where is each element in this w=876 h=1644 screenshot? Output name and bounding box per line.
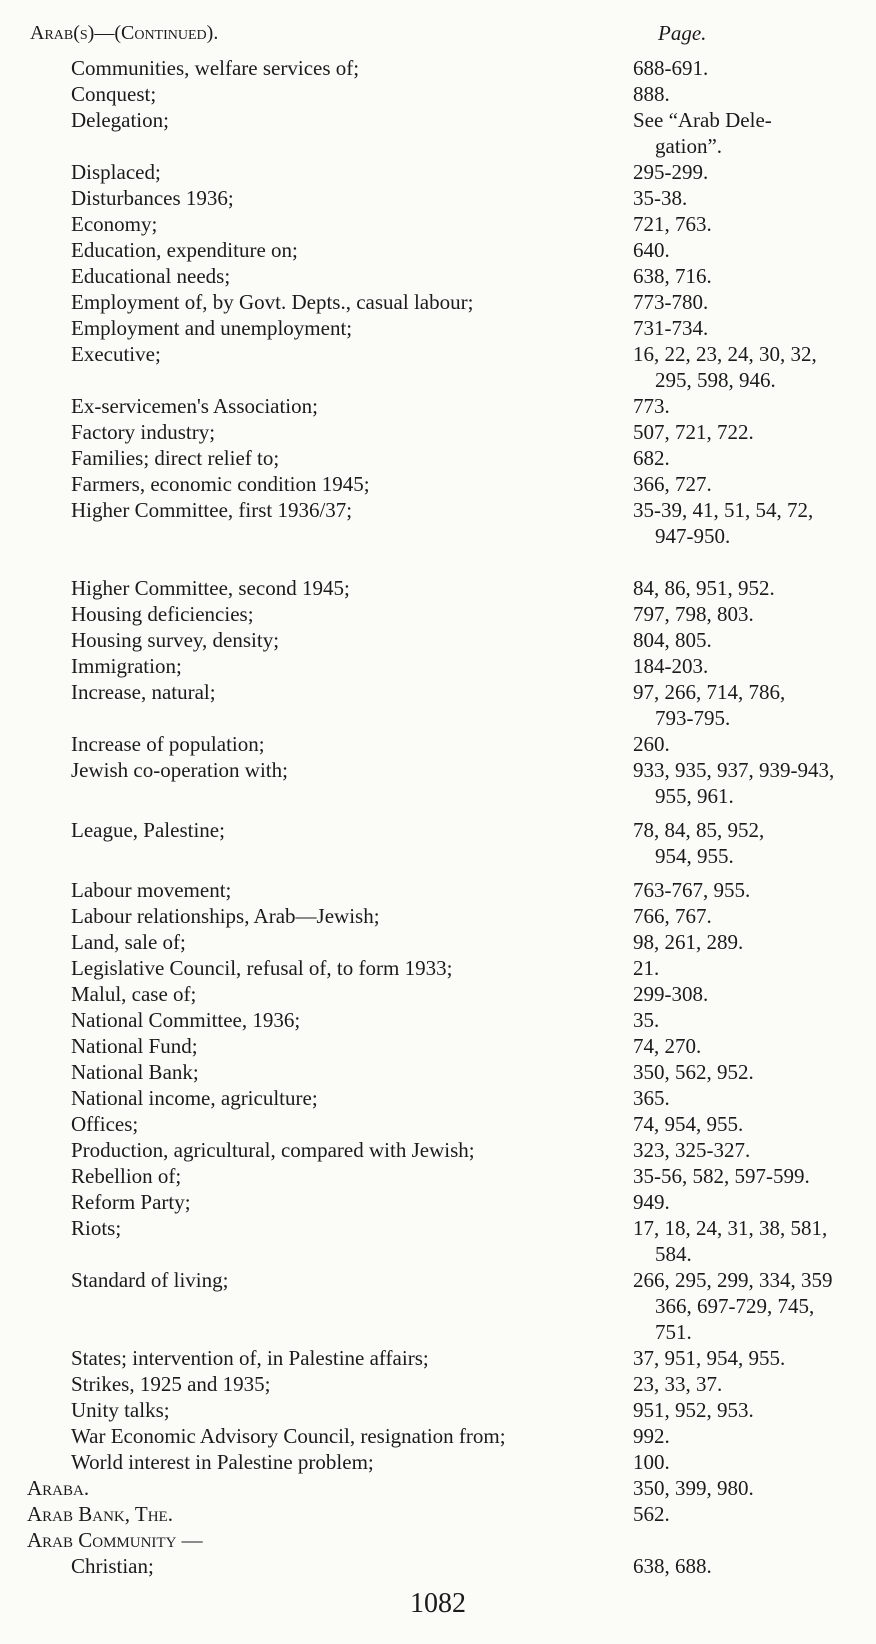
entry-term: Disturbances 1936; xyxy=(71,186,234,210)
entry-page-refs: See “Arab Dele- xyxy=(633,108,772,132)
index-line xyxy=(0,237,876,263)
index-line xyxy=(0,1475,876,1501)
page-refs-cell xyxy=(633,445,670,471)
page-refs-cell xyxy=(633,107,772,133)
page-refs-cell xyxy=(633,1475,754,1501)
entry-page-refs: 638, 688. xyxy=(633,1554,712,1578)
entry-page-refs: 365. xyxy=(633,1086,670,1110)
entry-page-refs: 74, 270. xyxy=(633,1034,702,1058)
index-subentry xyxy=(0,1059,876,1085)
page-refs-cell xyxy=(633,843,734,869)
index-line xyxy=(0,1527,876,1553)
page-refs-cell xyxy=(633,575,775,601)
entry-page-refs: 951, 952, 953. xyxy=(633,1398,754,1422)
index-line xyxy=(0,627,876,653)
entry-term: Arab Community — xyxy=(27,1528,203,1552)
index-subentry xyxy=(0,903,876,929)
entry-page-refs: 766, 767. xyxy=(633,904,712,928)
page-refs-cell xyxy=(633,679,785,705)
page-refs-cell xyxy=(633,1371,722,1397)
index-line xyxy=(0,393,876,419)
index-subentry xyxy=(0,315,876,341)
entry-page-refs: 21. xyxy=(633,956,660,980)
entry-term: Standard of living; xyxy=(71,1268,229,1292)
entry-term: Displaced; xyxy=(71,160,161,184)
entry-term: Arab Bank, The. xyxy=(27,1502,173,1526)
index-line xyxy=(0,601,876,627)
index-line xyxy=(0,653,876,679)
page-refs-cell xyxy=(633,653,708,679)
entry-term: Economy; xyxy=(71,212,158,236)
index-subentry xyxy=(0,757,876,809)
index-line xyxy=(0,731,876,757)
page-refs-cell xyxy=(633,1267,833,1293)
entry-page-refs: 955, 961. xyxy=(655,784,734,808)
page-refs-cell xyxy=(633,133,722,159)
index-line xyxy=(0,341,876,367)
index-subentry xyxy=(0,1137,876,1163)
entry-term: Legislative Council, refusal of, to form 1933; xyxy=(71,956,453,980)
entry-page-refs: 584. xyxy=(655,1242,692,1266)
entry-term: National Committee, 1936; xyxy=(71,1008,301,1032)
entry-term: Factory industry; xyxy=(71,420,216,444)
entry-term: Araba. xyxy=(27,1476,90,1500)
index-subentry xyxy=(0,1033,876,1059)
entry-term: Delegation; xyxy=(71,108,169,132)
index-page xyxy=(0,20,876,1579)
index-line xyxy=(0,783,876,809)
page-refs-cell xyxy=(633,523,730,549)
entry-term: Conquest; xyxy=(71,82,157,106)
index-line xyxy=(0,903,876,929)
entry-term: Housing deficiencies; xyxy=(71,602,254,626)
entry-page-refs: 295, 598, 946. xyxy=(655,368,776,392)
entry-page-refs: 688-691. xyxy=(633,56,709,80)
index-main-entry xyxy=(0,1527,876,1553)
index-subentry xyxy=(0,955,876,981)
entry-term: Increase of population; xyxy=(71,732,265,756)
index-subentry xyxy=(0,211,876,237)
index-line xyxy=(0,1553,876,1579)
entry-page-refs: gation”. xyxy=(655,134,723,158)
index-entries xyxy=(0,55,876,1579)
index-subentry xyxy=(0,653,876,679)
entry-page-refs: 682. xyxy=(633,446,670,470)
entry-page-refs: 366, 697-729, 745, xyxy=(655,1294,815,1318)
entry-term: Farmers, economic condition 1945; xyxy=(71,472,370,496)
page-refs-cell xyxy=(633,601,754,627)
page-refs-cell xyxy=(633,1215,827,1241)
entry-page-refs: 751. xyxy=(655,1320,692,1344)
index-subentry xyxy=(0,679,876,731)
index-line xyxy=(0,1059,876,1085)
entry-term: Reform Party; xyxy=(71,1190,191,1214)
page-refs-cell xyxy=(633,341,817,367)
entry-term: States; intervention of, in Palestine affairs; xyxy=(71,1346,429,1370)
entry-term: Employment and unemployment; xyxy=(71,316,353,340)
page-refs-cell xyxy=(633,1345,785,1371)
page-refs-cell xyxy=(633,1189,670,1215)
entry-page-refs: 184-203. xyxy=(633,654,709,678)
entry-term: Education, expenditure on; xyxy=(71,238,298,262)
entry-term: Increase, natural; xyxy=(71,680,216,704)
index-line xyxy=(0,185,876,211)
index-subentry xyxy=(0,159,876,185)
entry-page-refs: 350, 399, 980. xyxy=(633,1476,754,1500)
index-subentry xyxy=(0,627,876,653)
index-line xyxy=(0,263,876,289)
entry-term: Riots; xyxy=(71,1216,122,1240)
index-line xyxy=(0,159,876,185)
index-subentry xyxy=(0,1553,876,1579)
index-subentry xyxy=(0,1163,876,1189)
index-subentry xyxy=(0,107,876,159)
index-line xyxy=(0,1111,876,1137)
page-refs-cell xyxy=(633,1059,754,1085)
entry-page-refs: 23, 33, 37. xyxy=(633,1372,723,1396)
index-subentry xyxy=(0,445,876,471)
page-refs-cell xyxy=(633,955,659,981)
index-line xyxy=(0,81,876,107)
index-subentry xyxy=(0,1371,876,1397)
page-refs-cell xyxy=(633,1111,743,1137)
entry-page-refs: 888. xyxy=(633,82,670,106)
index-line xyxy=(0,1189,876,1215)
index-subentry xyxy=(0,81,876,107)
heading-arabs-continued: Arab(s)—(Continued). xyxy=(30,22,219,44)
entry-term: Immigration; xyxy=(71,654,182,678)
page-number: 1082 xyxy=(410,1588,466,1619)
index-subentry xyxy=(0,419,876,445)
index-line xyxy=(0,55,876,81)
page-refs-cell xyxy=(633,1163,810,1189)
index-subentry xyxy=(0,1007,876,1033)
entry-page-refs: 507, 721, 722. xyxy=(633,420,754,444)
page-refs-cell xyxy=(633,159,708,185)
entry-page-refs: 35-39, 41, 51, 54, 72, xyxy=(633,498,814,522)
entry-page-refs: 35-56, 582, 597-599. xyxy=(633,1164,810,1188)
index-subentry xyxy=(0,237,876,263)
index-line xyxy=(0,1319,876,1345)
page-refs-cell xyxy=(633,757,834,783)
index-line xyxy=(0,1137,876,1163)
index-subentry xyxy=(0,289,876,315)
index-line xyxy=(0,1215,876,1241)
index-subentry xyxy=(0,929,876,955)
page-refs-cell xyxy=(633,1293,814,1319)
entry-page-refs: 793-795. xyxy=(655,706,731,730)
index-line xyxy=(0,1085,876,1111)
entry-page-refs: 366, 727. xyxy=(633,472,712,496)
entry-page-refs: 16, 22, 23, 24, 30, 32, xyxy=(633,342,817,366)
page-refs-cell xyxy=(633,471,712,497)
index-main-entry xyxy=(0,1475,876,1501)
index-subentry xyxy=(0,471,876,497)
entry-page-refs: 949. xyxy=(633,1190,670,1214)
index-line xyxy=(0,419,876,445)
index-header xyxy=(0,20,876,46)
page-refs-cell xyxy=(633,289,708,315)
entry-term: Labour movement; xyxy=(71,878,232,902)
index-main-entry xyxy=(0,1501,876,1527)
page-refs-cell xyxy=(633,1007,659,1033)
entry-page-refs: 17, 18, 24, 31, 38, 581, xyxy=(633,1216,828,1240)
index-line xyxy=(0,1007,876,1033)
page-refs-cell xyxy=(633,1085,670,1111)
page-refs-cell xyxy=(633,497,813,523)
index-subentry xyxy=(0,877,876,903)
page-refs-cell xyxy=(633,929,743,955)
entry-page-refs: 954, 955. xyxy=(655,844,734,868)
entry-page-refs: 773-780. xyxy=(633,290,709,314)
index-subentry xyxy=(0,1423,876,1449)
page-refs-cell xyxy=(633,1553,712,1579)
entry-term: Housing survey, density; xyxy=(71,628,280,652)
page-refs-cell xyxy=(633,419,754,445)
page-refs-cell xyxy=(633,731,670,757)
index-subentry xyxy=(0,731,876,757)
entry-page-refs: 98, 261, 289. xyxy=(633,930,744,954)
index-subentry xyxy=(0,817,876,869)
entry-page-refs: 323, 325-327. xyxy=(633,1138,751,1162)
entry-term: Higher Committee, second 1945; xyxy=(71,576,350,600)
page-refs-cell xyxy=(633,817,764,843)
entry-term: Offices; xyxy=(71,1112,139,1136)
page-refs-cell xyxy=(633,315,708,341)
page-column-label: Page. xyxy=(658,21,707,45)
entry-page-refs: 640. xyxy=(633,238,670,262)
entry-page-refs: 992. xyxy=(633,1424,670,1448)
entry-page-refs: 35. xyxy=(633,1008,660,1032)
entry-page-refs: 731-734. xyxy=(633,316,709,340)
entry-term: Unity talks; xyxy=(71,1398,170,1422)
entry-term: Christian; xyxy=(71,1554,154,1578)
entry-term: National Bank; xyxy=(71,1060,199,1084)
page-refs-cell xyxy=(633,1241,692,1267)
index-line xyxy=(0,1501,876,1527)
entry-page-refs: 804, 805. xyxy=(633,628,712,652)
index-line xyxy=(0,497,876,523)
index-line xyxy=(0,1397,876,1423)
entry-term: Labour relationships, Arab—Jewish; xyxy=(71,904,380,928)
entry-page-refs: 933, 935, 937, 939-943, xyxy=(633,758,835,782)
index-line xyxy=(0,843,876,869)
index-subentry xyxy=(0,1111,876,1137)
index-line xyxy=(0,1267,876,1293)
index-subentry xyxy=(0,393,876,419)
page-refs-cell xyxy=(633,185,687,211)
index-line xyxy=(0,1163,876,1189)
entry-term: Jewish co-operation with; xyxy=(71,758,288,782)
index-line xyxy=(0,107,876,133)
index-line xyxy=(0,981,876,1007)
page-refs-cell xyxy=(633,1033,701,1059)
index-subentry xyxy=(0,263,876,289)
index-subentry xyxy=(0,497,876,549)
index-subentry xyxy=(0,1449,876,1475)
page-refs-cell xyxy=(633,903,712,929)
index-line xyxy=(0,1371,876,1397)
page-refs-cell xyxy=(633,1423,670,1449)
page-refs-cell xyxy=(633,783,734,809)
entry-page-refs: 295-299. xyxy=(633,160,709,184)
entry-page-refs: 947-950. xyxy=(655,524,731,548)
entry-term: League, Palestine; xyxy=(71,818,225,842)
page-refs-cell xyxy=(633,705,730,731)
index-subentry xyxy=(0,575,876,601)
index-subentry xyxy=(0,1267,876,1345)
index-line xyxy=(0,445,876,471)
index-subentry xyxy=(0,1085,876,1111)
index-subentry xyxy=(0,1397,876,1423)
page-refs-cell xyxy=(633,877,750,903)
index-line xyxy=(0,1033,876,1059)
entry-page-refs: 100. xyxy=(633,1450,670,1474)
entry-page-refs: 773. xyxy=(633,394,670,418)
index-line xyxy=(0,679,876,705)
page-refs-cell xyxy=(633,981,708,1007)
entry-term: National Fund; xyxy=(71,1034,198,1058)
index-line xyxy=(0,315,876,341)
page-refs-cell xyxy=(633,1501,670,1527)
page-refs-cell xyxy=(633,367,776,393)
index-line xyxy=(0,1241,876,1267)
page-refs-cell xyxy=(633,1397,754,1423)
entry-term: Rebellion of; xyxy=(71,1164,182,1188)
entry-page-refs: 562. xyxy=(633,1502,670,1526)
entry-term: Higher Committee, first 1936/37; xyxy=(71,498,353,522)
index-subentry xyxy=(0,1215,876,1267)
page-refs-cell xyxy=(633,1449,670,1475)
entry-page-refs: 260. xyxy=(633,732,670,756)
entry-term: War Economic Advisory Council, resignation from; xyxy=(71,1424,506,1448)
index-line xyxy=(0,757,876,783)
page-refs-cell xyxy=(633,237,670,263)
entry-page-refs: 74, 954, 955. xyxy=(633,1112,744,1136)
entry-term: Employment of, by Govt. Depts., casual labour; xyxy=(71,290,474,314)
entry-term: Land, sale of; xyxy=(71,930,186,954)
entry-term: World interest in Palestine problem; xyxy=(71,1450,374,1474)
entry-term: Production, agricultural, compared with Jewish; xyxy=(71,1138,475,1162)
index-line xyxy=(0,575,876,601)
page-refs-cell xyxy=(633,211,712,237)
entry-page-refs: 97, 266, 714, 786, xyxy=(633,680,786,704)
index-subentry xyxy=(0,55,876,81)
index-line xyxy=(0,929,876,955)
page-refs-cell xyxy=(633,627,712,653)
index-line xyxy=(0,1345,876,1371)
entry-page-refs: 638, 716. xyxy=(633,264,712,288)
entry-term: Executive; xyxy=(71,342,161,366)
entry-term: Families; direct relief to; xyxy=(71,446,280,470)
entry-term: National income, agriculture; xyxy=(71,1086,318,1110)
index-line xyxy=(0,289,876,315)
entry-page-refs: 78, 84, 85, 952, xyxy=(633,818,765,842)
index-subentry xyxy=(0,1345,876,1371)
entry-page-refs: 763-767, 955. xyxy=(633,878,751,902)
index-line xyxy=(0,705,876,731)
index-line xyxy=(0,1423,876,1449)
page-refs-cell xyxy=(633,55,708,81)
index-subentry xyxy=(0,185,876,211)
entry-page-refs: 299-308. xyxy=(633,982,709,1006)
index-line xyxy=(0,955,876,981)
index-line xyxy=(0,1449,876,1475)
index-line xyxy=(0,211,876,237)
entry-page-refs: 35-38. xyxy=(633,186,688,210)
page-refs-cell xyxy=(633,1137,750,1163)
entry-term: Educational needs; xyxy=(71,264,231,288)
entry-page-refs: 266, 295, 299, 334, 359 xyxy=(633,1268,833,1292)
entry-page-refs: 721, 763. xyxy=(633,212,712,236)
entry-term: Communities, welfare services of; xyxy=(71,56,360,80)
index-subentry xyxy=(0,1189,876,1215)
index-line xyxy=(0,877,876,903)
index-line xyxy=(0,523,876,549)
index-subentry xyxy=(0,601,876,627)
index-line xyxy=(0,817,876,843)
index-line xyxy=(0,471,876,497)
page-refs-cell xyxy=(633,393,670,419)
index-line xyxy=(0,367,876,393)
page-refs-cell xyxy=(633,263,712,289)
index-subentry xyxy=(0,341,876,393)
entry-page-refs: 797, 798, 803. xyxy=(633,602,754,626)
index-line xyxy=(0,133,876,159)
entry-term: Malul, case of; xyxy=(71,982,197,1006)
entry-page-refs: 84, 86, 951, 952. xyxy=(633,576,775,600)
entry-term: Strikes, 1925 and 1935; xyxy=(71,1372,271,1396)
entry-page-refs: 350, 562, 952. xyxy=(633,1060,754,1084)
entry-page-refs: 37, 951, 954, 955. xyxy=(633,1346,786,1370)
index-line xyxy=(0,1293,876,1319)
page-refs-cell xyxy=(633,81,670,107)
page-refs-cell xyxy=(633,1319,692,1345)
index-subentry xyxy=(0,981,876,1007)
entry-term: Ex-servicemen's Association; xyxy=(71,394,318,418)
